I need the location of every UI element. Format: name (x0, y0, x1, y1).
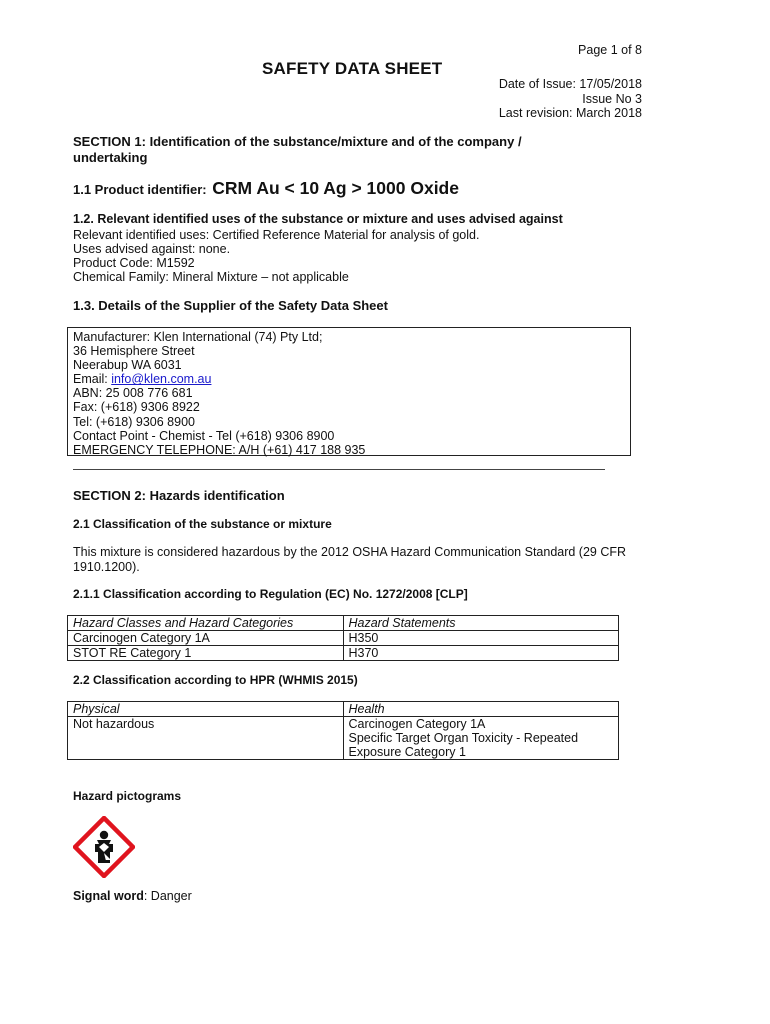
page-number: Page 1 of 8 (578, 43, 642, 57)
uses-line: Chemical Family: Mineral Mixture – not applicable (73, 270, 349, 284)
product-identifier (73, 178, 459, 199)
supplier-emergency: EMERGENCY TELEPHONE: A/H (+61) 417 188 935 (73, 442, 366, 457)
table-header-cell: Hazard Statements (343, 616, 619, 631)
clp-heading: 2.1.1 Classification according to Regulation (EC) No. 1272/2008 [CLP] (73, 587, 468, 601)
supplier-city: Neerabup WA 6031 (73, 358, 182, 373)
document-title: SAFETY DATA SHEET (262, 59, 443, 78)
signal-word-value: : Danger (143, 889, 192, 903)
last-revision: Last revision: March 2018 (498, 106, 642, 120)
clp-table (67, 615, 619, 661)
supplier-email-row (73, 372, 365, 386)
supplier-street: 36 Hemisphere Street (73, 344, 195, 359)
section-divider (73, 469, 605, 470)
table-header-row (68, 616, 619, 631)
table-header-row (68, 702, 619, 717)
pictograms-heading: Hazard pictograms (73, 789, 182, 803)
health-line: Exposure Category 1 (348, 745, 466, 759)
supplier-heading: 1.3. Details of the Supplier of the Safety Data Sheet (73, 298, 388, 313)
section2-heading: SECTION 2: Hazards identification (73, 488, 285, 503)
health-line: Specific Target Organ Toxicity - Repeated (348, 731, 579, 745)
health-hazard-icon (73, 816, 135, 878)
table-header-cell: Physical (68, 702, 344, 717)
uses-line: Relevant identified uses: Certified Reference Material for analysis of gold. (73, 228, 480, 242)
uses-line: Product Code: M1592 (73, 256, 195, 270)
uses-list (73, 228, 479, 284)
health-line: Carcinogen Category 1A (348, 717, 486, 731)
signal-word (73, 889, 192, 903)
table-cell (343, 717, 619, 760)
supplier-manufacturer: Manufacturer: Klen International (74) Pty Ltd; (73, 330, 323, 344)
product-identifier-label: 1.1 Product identifier: (73, 182, 207, 197)
table-row (68, 631, 619, 646)
supplier-tel: Tel: (+618) 9306 8900 (73, 414, 195, 429)
issue-meta (440, 77, 642, 121)
email-link[interactable]: info@klen.com.au (111, 372, 212, 387)
uses-line: Uses advised against: none. (73, 242, 231, 256)
product-identifier-value: CRM Au < 10 Ag > 1000 Oxide (212, 178, 459, 198)
hpr-heading: 2.2 Classification according to HPR (WHMIS 2015) (73, 673, 358, 687)
table-row (68, 646, 619, 661)
table-row (68, 717, 619, 760)
table-cell: H370 (343, 646, 619, 661)
table-header-cell: Health (343, 702, 619, 717)
date-of-issue: Date of Issue: 17/05/2018 (498, 77, 642, 91)
supplier-details (73, 330, 365, 457)
classification-text: This mixture is considered hazardous by the 2012 OSHA Hazard Communication Standard (29 CFR 1910.1200). (73, 545, 627, 574)
classification-heading: 2.1 Classification of the substance or mixture (73, 517, 332, 531)
signal-word-label: Signal word (73, 889, 144, 903)
supplier-contact: Contact Point - Chemist - Tel (+618) 9306 8900 (73, 428, 335, 443)
table-cell: STOT RE Category 1 (68, 646, 344, 661)
uses-heading: 1.2. Relevant identified uses of the substance or mixture and uses advised against (73, 212, 563, 226)
table-cell: H350 (343, 631, 619, 646)
issue-number: Issue No 3 (582, 91, 642, 106)
table-header-cell: Hazard Classes and Hazard Categories (68, 616, 344, 631)
hpr-table (67, 701, 619, 760)
supplier-abn: ABN: 25 008 776 681 (73, 386, 193, 401)
table-cell: Carcinogen Category 1A (68, 631, 344, 646)
supplier-fax: Fax: (+618) 9306 8922 (73, 400, 200, 415)
table-cell: Not hazardous (68, 717, 344, 760)
section1-heading: SECTION 1: Identification of the substance/mixture and of the company / undertaking (73, 134, 522, 165)
email-label: Email: (73, 372, 112, 387)
